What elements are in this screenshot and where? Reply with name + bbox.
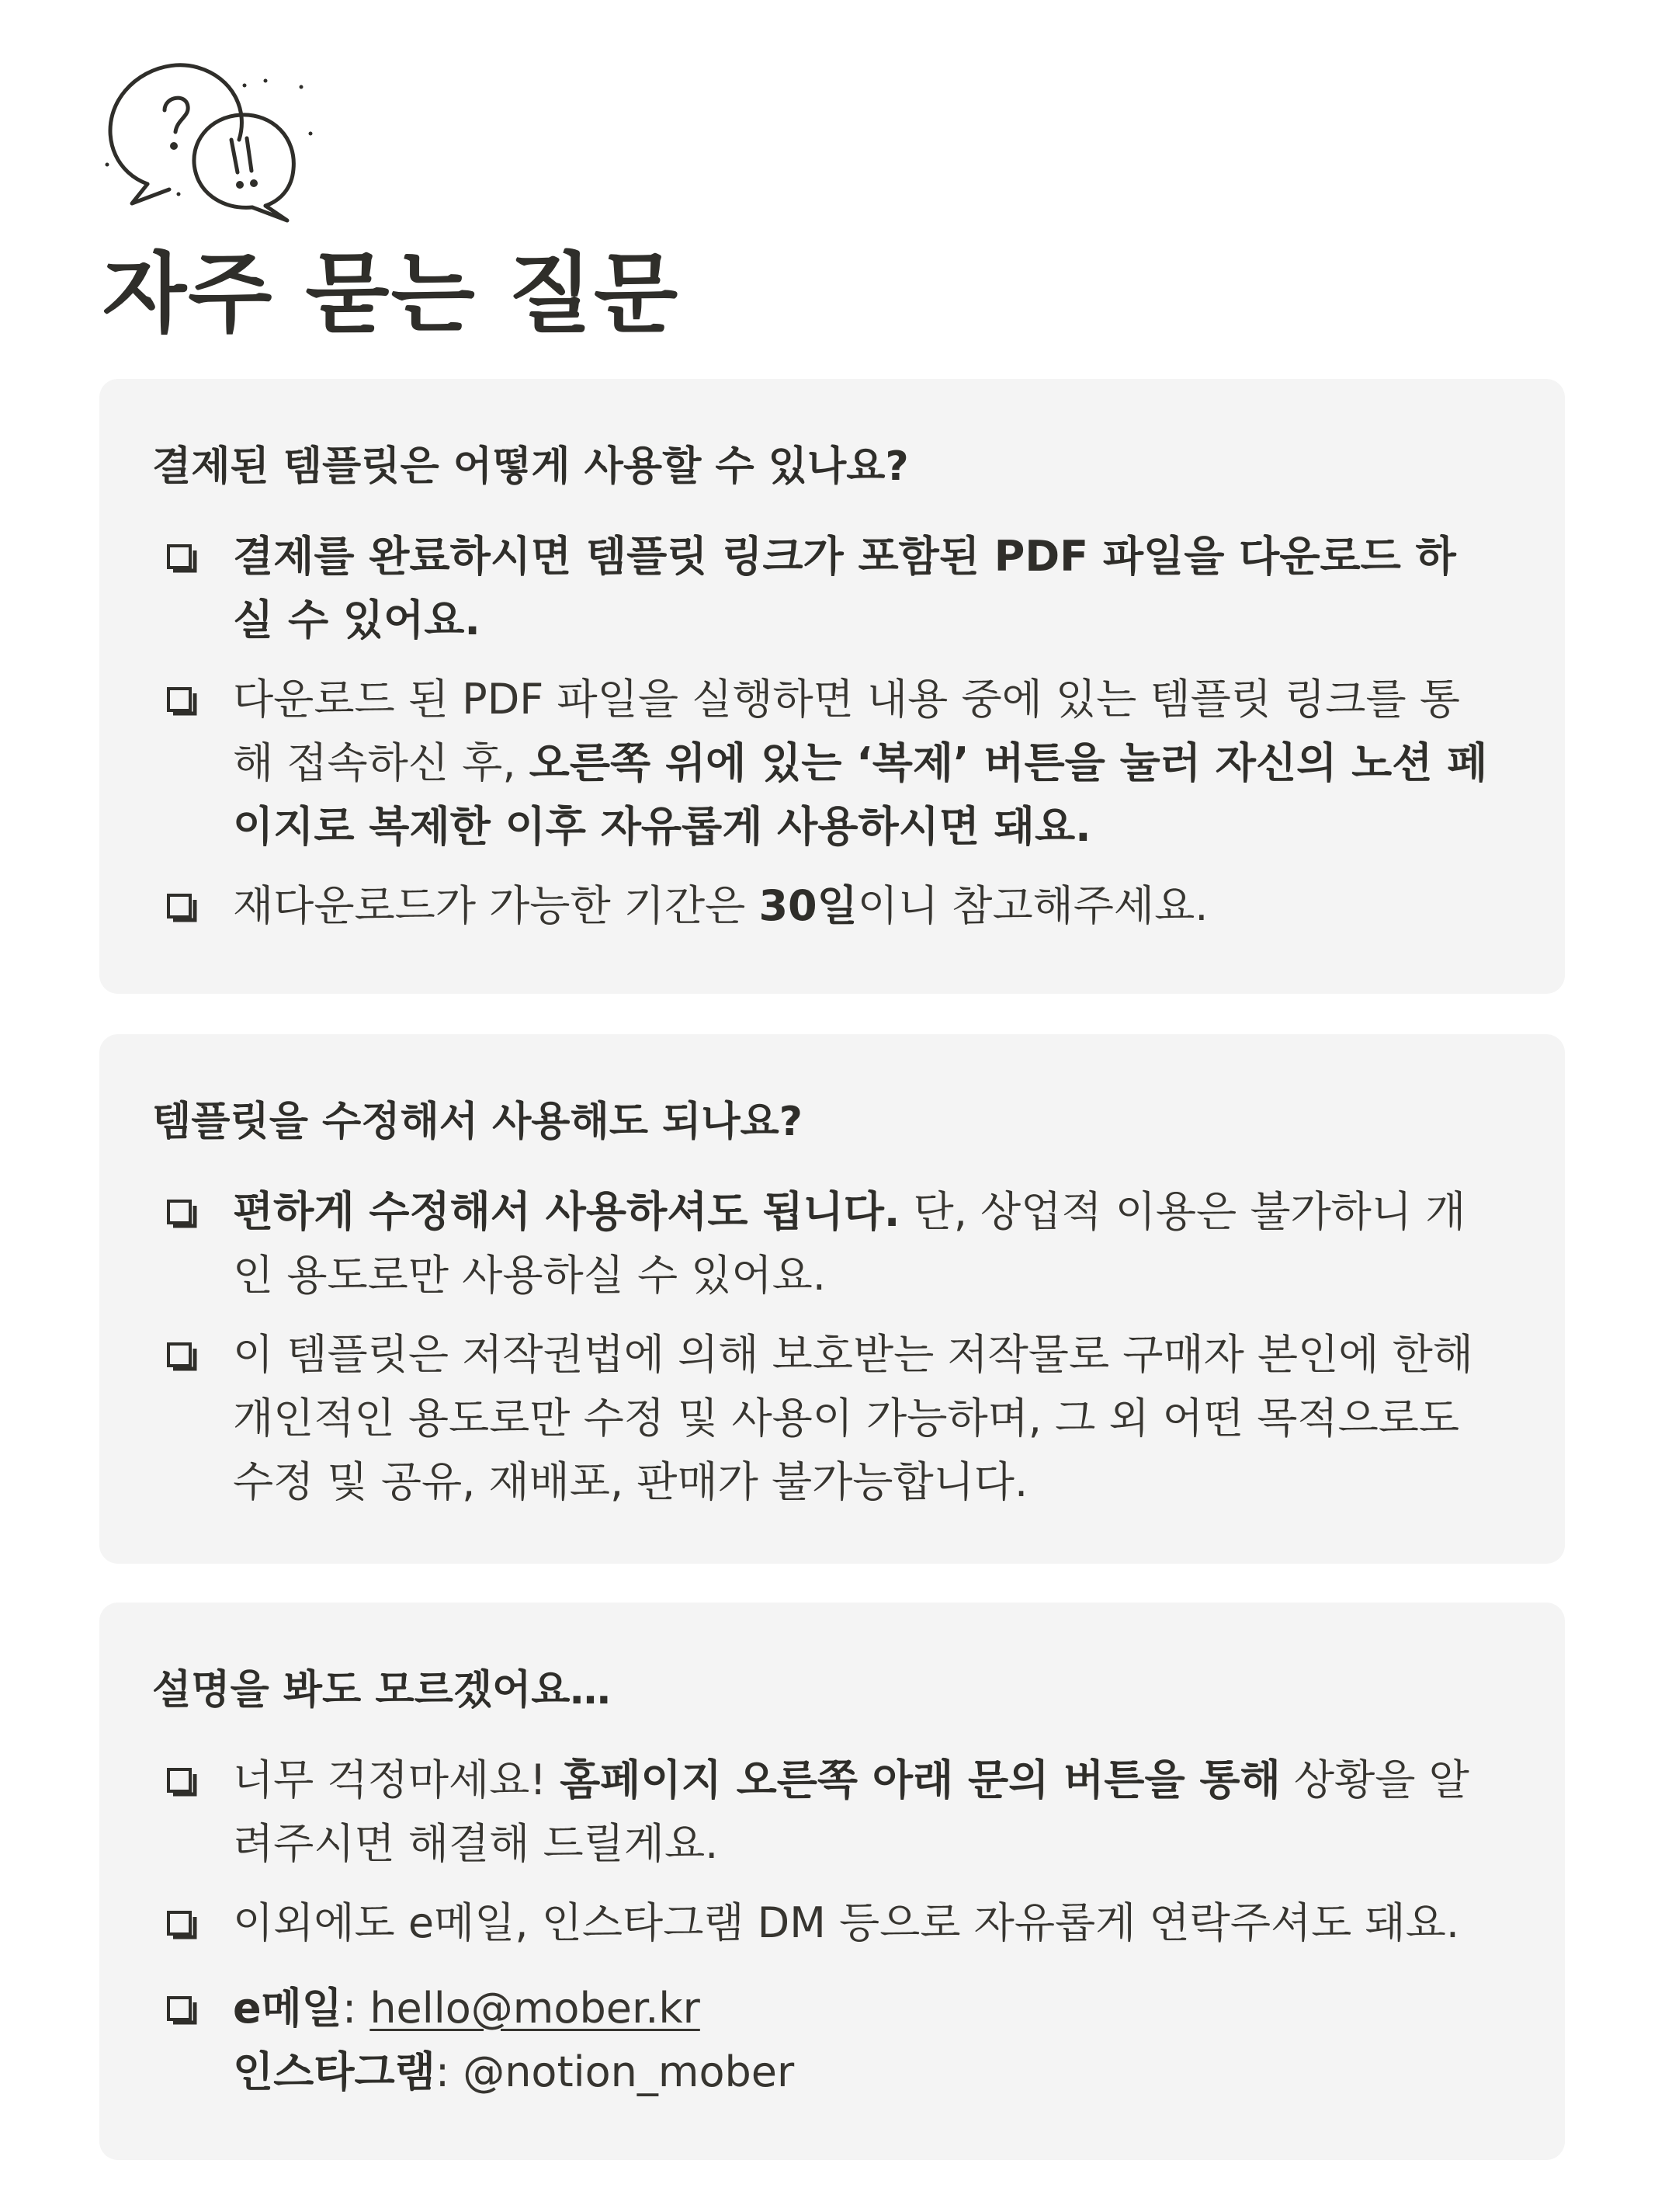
faq-answer-item (152, 668, 1495, 859)
instagram-line (233, 2040, 1495, 2104)
checkbox-bullet-icon (166, 686, 197, 717)
instagram-separator: : (435, 2047, 463, 2096)
answer-text: 다운로드 된 PDF 파일을 실행하면 내용 중에 있는 템플릿 링크를 통해 접속하신 후, (233, 674, 1460, 787)
faq-card (99, 1034, 1565, 1564)
email-separator: : (342, 1983, 370, 2033)
checkbox-bullet-icon (166, 1767, 197, 1798)
faq-card (99, 379, 1565, 994)
checkbox-bullet-icon (166, 1199, 197, 1230)
answer-text: 이니 참고해주세요. (857, 880, 1209, 930)
answer-text: 상황을 알려주시면 해결해 드릴게요. (233, 1755, 1469, 1868)
faq-answer-item (152, 1180, 1495, 1307)
faq-answer-item (152, 1891, 1495, 1955)
answer-bold-text: 30일 (758, 880, 858, 930)
email-line (233, 1977, 1495, 2040)
answer-text: 단, 상업적 이용은 불가하니 개인 용도로만 사용하실 수 있어요. (233, 1186, 1466, 1300)
answer-text: 이 템플릿은 저작권법에 의해 보호받는 저작물로 구매자 본인에 한해 개인적인 용도로만 수정 및 사용이 가능하며, 그 외 어떤 목적으로도 수정 및 공유, 재배포, 판매가 불가능합니다. (233, 1329, 1473, 1506)
email-link[interactable]: hello@mober.kr (369, 1983, 700, 2033)
speech-bubbles-icon (101, 48, 318, 234)
answer-bold-text: 홈페이지 오른쪽 아래 문의 버튼을 통해 (560, 1755, 1281, 1804)
checkbox-bullet-icon (166, 1342, 197, 1373)
instagram-label: 인스타그램 (233, 2047, 435, 2096)
checkbox-bullet-icon (166, 543, 197, 575)
faq-question: 결제된 템플릿은 어떻게 사용할 수 있나요? (152, 443, 909, 490)
checkbox-bullet-icon (166, 1910, 197, 1941)
page-title: 자주 묻는 질문 (102, 244, 680, 345)
answer-bold-text: 편하게 수정해서 사용하셔도 됩니다. (233, 1186, 900, 1236)
answer-text: 이외에도 e메일, 인스타그램 DM 등으로 자유롭게 연락주셔도 돼요. (233, 1898, 1459, 1947)
answer-text: 너무 걱정마세요! (233, 1755, 560, 1804)
faq-question: 설명을 봐도 모르겠어요… (152, 1667, 611, 1714)
faq-question: 템플릿을 수정해서 사용해도 되나요? (152, 1099, 803, 1145)
answer-text: 재다운로드가 가능한 기간은 (233, 880, 759, 930)
email-label: e메일 (233, 1983, 342, 2033)
faq-answer-item (152, 525, 1495, 652)
faq-answer-item (152, 1323, 1495, 1514)
checkbox-bullet-icon (166, 1995, 197, 2026)
faq-answer-item (152, 874, 1495, 938)
instagram-handle: @notion_mober (463, 2047, 795, 2096)
answer-bold-text: 결제를 완료하시면 템플릿 링크가 포함된 PDF 파일을 다운로드 하실 수 있어요. (233, 531, 1456, 644)
checkbox-bullet-icon (166, 893, 197, 924)
answer-bold-text: 오른쪽 위에 있는 ‘복제’ 버튼을 눌러 자신의 노션 페이지로 복제한 이후 자유롭게 사용하시면 돼요. (233, 738, 1488, 851)
contact-item (152, 1977, 1495, 2104)
faq-card (99, 1603, 1565, 2160)
faq-answer-item (152, 1748, 1495, 1876)
